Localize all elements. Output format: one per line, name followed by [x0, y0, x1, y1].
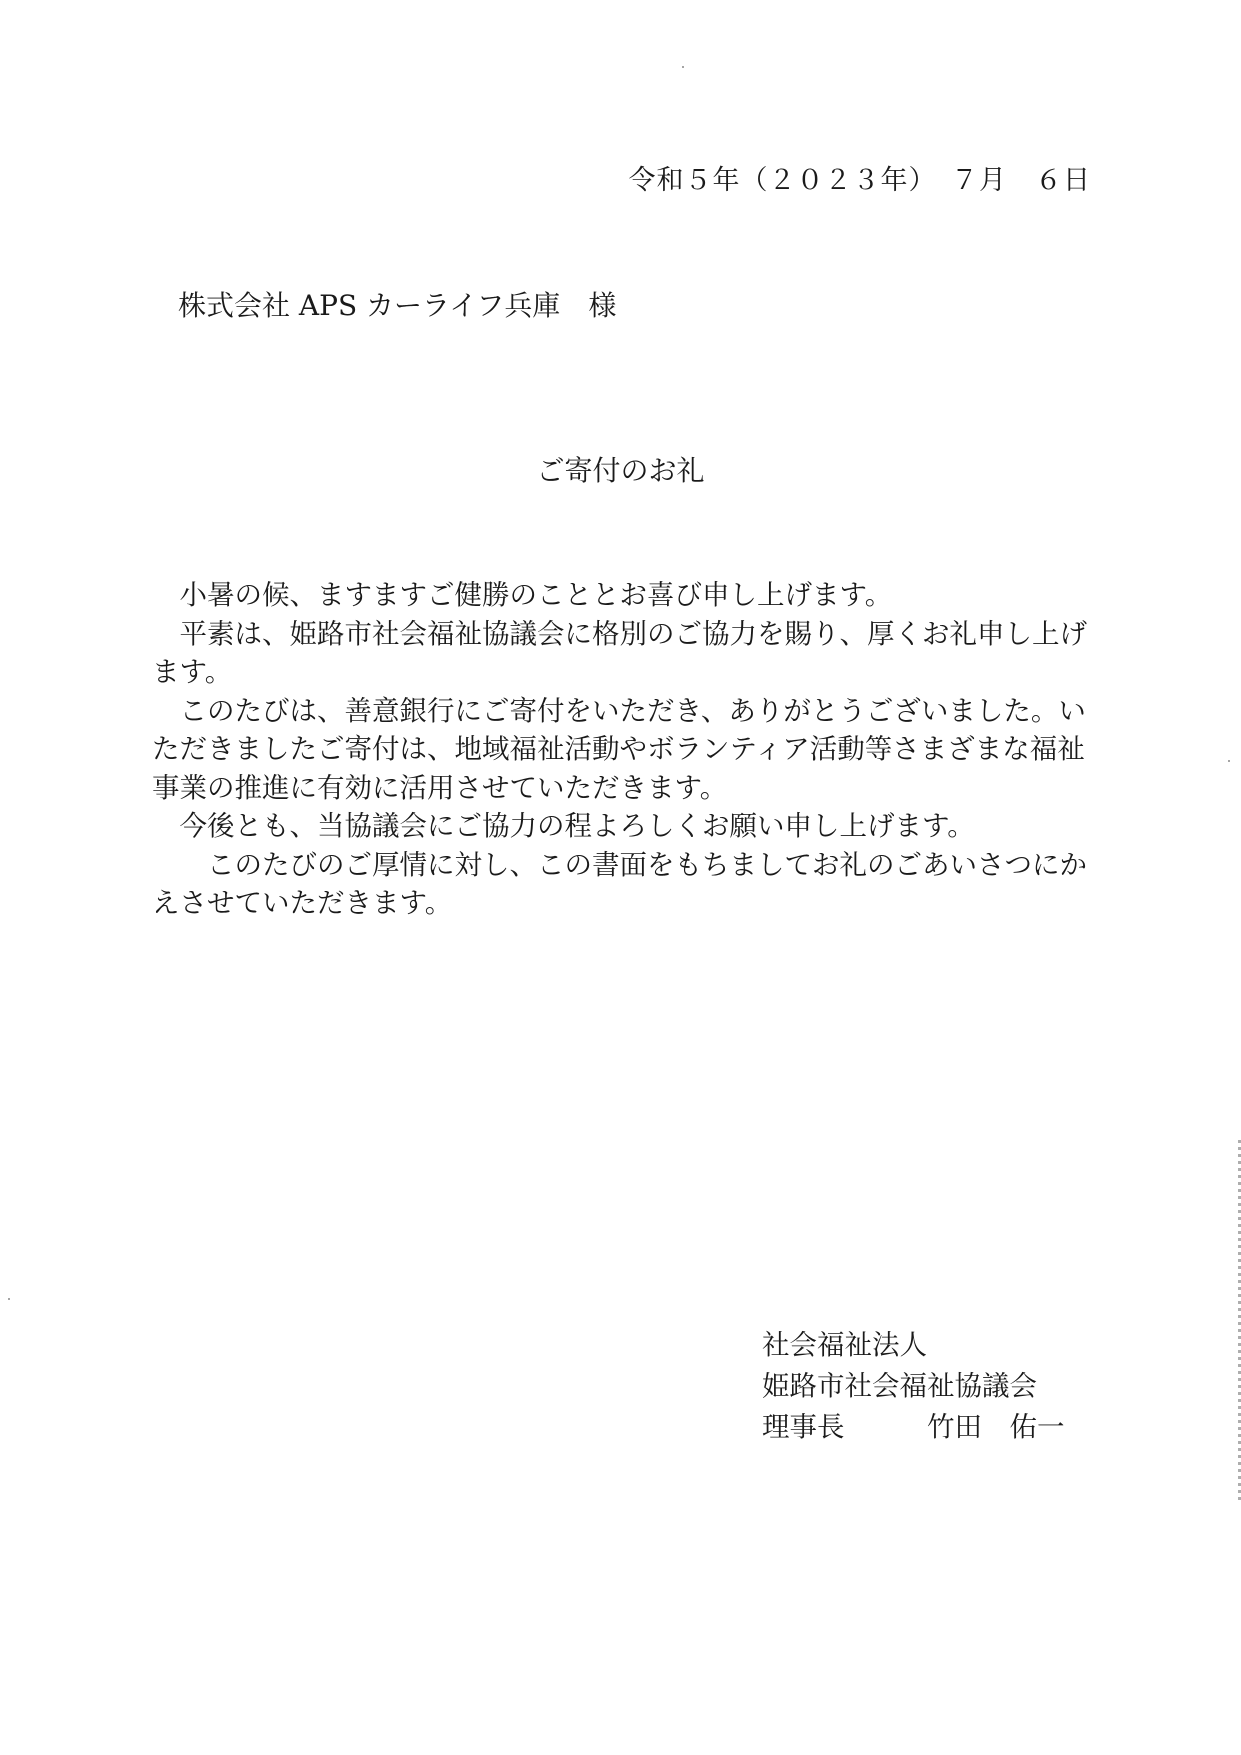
signature-organization-type: 社会福祉法人: [762, 1329, 927, 1361]
body-paragraph-closing: このたびのご厚情に対し、この書面をもちましてお礼のごあいさつにかえさせていただきます。: [152, 848, 1087, 919]
body-paragraph-thanks: 平素は、姫路市社会福祉協議会に格別のご協力を賜り、厚くお礼申し上げます。: [152, 617, 1087, 688]
body-paragraph-donation: このたびは、善意銀行にご寄付をいただき、ありがとうございました。いただきましたご寄付は、地域福祉活動やボランティア活動等さまざまな福祉事業の推進に有効に活用させていただきます。: [152, 694, 1086, 804]
body-paragraph-request: 今後とも、当協議会にご協力の程よろしくお願い申し上げます。: [152, 810, 975, 842]
body-paragraph-greeting: 小暑の候、ますますご健勝のこととお喜び申し上げます。: [152, 579, 893, 611]
scan-speck: [1228, 760, 1230, 762]
letter-addressee: 株式会社 APS カーライフ兵庫 様: [178, 289, 617, 322]
letter-date: 令和５年（２０２３年） ７月 ６日: [628, 165, 1091, 196]
letter-body: [152, 576, 1097, 923]
signature-block: [762, 1325, 1065, 1448]
scan-speck: [8, 1298, 10, 1300]
signature-organization-name: 姫路市社会福祉協議会: [762, 1370, 1037, 1402]
scan-speck: [682, 66, 684, 68]
letter-title: ご寄付のお礼: [536, 454, 705, 487]
signature-signer: 理事長 竹田 佑一: [762, 1411, 1065, 1443]
